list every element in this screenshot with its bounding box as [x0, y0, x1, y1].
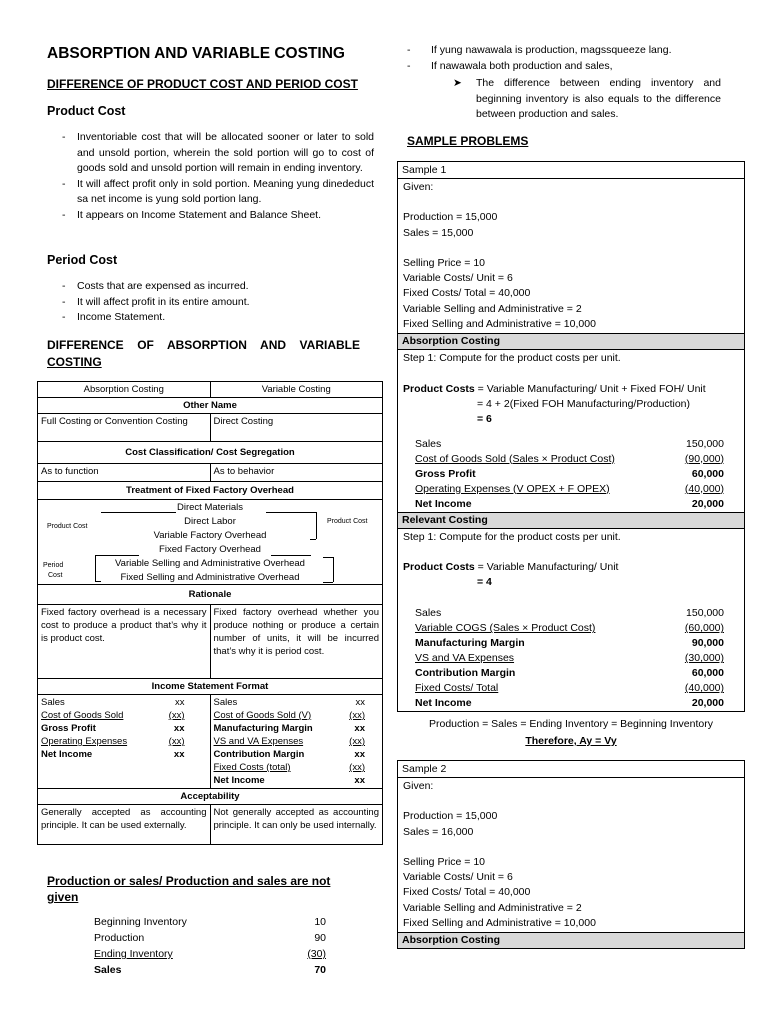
- row-label: Gross Profit: [415, 467, 476, 480]
- row-label: VS and VA Expenses: [213, 736, 304, 747]
- heading-given: given: [47, 890, 79, 904]
- row-value: 20,000: [691, 497, 724, 510]
- sample-1-box: [397, 161, 745, 712]
- relevant-product-costs: [403, 560, 739, 575]
- list-item: - If nawawala both production and sales,: [397, 59, 737, 75]
- period-cost-title: Period Cost: [47, 253, 118, 267]
- given-line: Fixed Selling and Administrative = 10,000: [403, 318, 596, 331]
- col-header-variable: Variable Costing: [210, 382, 383, 398]
- section-treatment: Treatment of Fixed Factory Overhead: [38, 482, 383, 500]
- statement-row: [415, 696, 724, 711]
- cell-accept-variable: Not generally accepted as accounting principle. It can only be used internally.: [210, 805, 383, 845]
- cell-is-variable: [210, 695, 383, 789]
- row-label: Operating Expenses: [41, 736, 128, 747]
- heading-production-sales: Production or sales/ Production and sales are not: [47, 874, 331, 888]
- row-label: Manufacturing Margin: [415, 637, 525, 650]
- cell-other-variable: Direct Costing: [210, 414, 383, 442]
- statement-row: [415, 437, 724, 452]
- product-costs-result: = 4: [477, 576, 492, 589]
- given-line: [403, 794, 739, 809]
- given-line: Sales = 16,000: [403, 825, 474, 838]
- row-label: Variable COGS (Sales × Product Cost): [415, 622, 596, 635]
- row-value: 10: [314, 916, 326, 928]
- bracket-line: [95, 581, 101, 582]
- sample-2-title: Sample 2: [398, 761, 744, 778]
- row-label: Contribution Margin: [213, 749, 305, 760]
- list-item: - Costs that are expensed as incurred.: [52, 279, 374, 295]
- list-item: - Inventoriable cost that will be allocated sooner or later to sold and unsold portion, wherein the sold portion will go to cost of goods sold and unsold portion will remain in ending inventory.: [52, 130, 374, 177]
- given-line: Fixed Costs/ Total = 40,000: [403, 886, 531, 899]
- row-value: 70: [314, 964, 326, 976]
- list-item: - It will affect profit in its entire amount.: [52, 295, 374, 311]
- statement-row: [415, 621, 724, 636]
- product-costs-formula-2: = 4 + 2(Fixed FOH Manufacturing/Production): [477, 397, 691, 410]
- row-label: Cost of Goods Sold (V): [213, 710, 312, 721]
- heading-sample-problems: SAMPLE PROBLEMS: [407, 134, 529, 148]
- period-cost-list: [52, 279, 374, 326]
- row-value: (30): [307, 948, 326, 960]
- cell-rationale-absorption: Fixed factory overhead is a necessary cost to produce a product that’s why it is product cost.: [38, 605, 211, 679]
- row-value: (xx): [349, 762, 365, 773]
- statement-row: [415, 681, 724, 696]
- product-costs-label: Product Costs: [403, 560, 475, 573]
- given-line: Selling Price = 10: [403, 855, 486, 868]
- row-label: Ending Inventory: [94, 948, 173, 960]
- row-value: 90: [314, 932, 326, 944]
- product-cost-title: Product Cost: [47, 104, 126, 118]
- sample-1-relevant-title: Relevant Costing: [398, 512, 744, 529]
- row-label: Net Income: [41, 749, 93, 760]
- row-label: Fixed Costs/ Total: [415, 682, 499, 695]
- sample-1-absorption-body: [398, 350, 744, 436]
- relevant-step: Step 1: Compute for the product costs per unit.: [403, 530, 621, 543]
- statement-row: [214, 774, 380, 787]
- bracket-line: [271, 555, 311, 556]
- formula-line: Production = Sales = Ending Inventory = Beginning Inventory: [429, 718, 713, 730]
- statement-row: [415, 651, 724, 666]
- statement-row: [41, 722, 207, 735]
- statement-row: [415, 467, 724, 482]
- statement-row: [415, 666, 724, 681]
- item-variable-selling-admin: Variable Selling and Administrative Overhead: [115, 558, 305, 569]
- bracket-line: [95, 555, 96, 581]
- row-value: (40,000): [684, 482, 724, 495]
- label-cost: Cost: [48, 572, 63, 579]
- row-value: (60,000): [684, 622, 724, 635]
- arrow-note: [453, 76, 721, 123]
- row-value: 20,000: [691, 697, 724, 710]
- sample-1-title: Sample 1: [398, 162, 744, 179]
- comparison-table: [37, 381, 383, 845]
- list-item: - It will affect profit only in sold portion. Meaning yung dinededuct sa net income is yung sold portion lang.: [52, 177, 374, 208]
- row-value: 60,000: [691, 467, 724, 480]
- sample-2-box: [397, 760, 745, 949]
- row-value: (90,000): [684, 452, 724, 465]
- section-other-name: Other Name: [38, 398, 383, 414]
- bracket-line: [333, 557, 334, 582]
- row-label: Fixed Costs (total): [213, 762, 291, 773]
- product-costs-formula: = Variable Manufacturing/ Unit: [474, 560, 619, 573]
- col-header-absorption: Absorption Costing: [38, 382, 211, 398]
- bracket-line: [310, 539, 316, 540]
- given-line: Production = 15,000: [403, 810, 498, 823]
- cell-accept-absorption: Generally accepted as accounting principle. It can be used externally.: [38, 805, 211, 845]
- row-value: 90,000: [691, 637, 724, 650]
- product-cost-list: [52, 130, 374, 223]
- product-costs-result: = 6: [477, 413, 492, 426]
- bracket-line: [266, 512, 316, 513]
- sample-2-absorption-title: Absorption Costing: [398, 932, 744, 948]
- heading-line: DIFFERENCE OF ABSORPTION AND VARIABLE: [47, 338, 360, 352]
- statement-row: [41, 735, 207, 748]
- given-line: Given:: [403, 181, 434, 193]
- row-value: (xx): [168, 710, 185, 721]
- statement-row: [415, 452, 724, 467]
- cell-rationale-variable: Fixed factory overhead whether you produce nothing or produce a certain number of units, it will be incurred that’s why it is period cost.: [210, 605, 383, 679]
- given-line: Fixed Selling and Administrative = 10,000: [403, 917, 596, 930]
- statement-row: [41, 748, 207, 761]
- given-line: Variable Costs/ Unit = 6: [403, 272, 513, 285]
- row-value: (xx): [168, 736, 185, 747]
- given-line: Fixed Costs/ Total = 40,000: [403, 287, 531, 300]
- row-label: Beginning Inventory: [94, 916, 187, 928]
- bracket-line: [316, 512, 317, 539]
- row-label: Net Income: [213, 775, 265, 786]
- given-line: Given:: [403, 780, 434, 792]
- heading-absorption-vs-variable: [47, 338, 360, 352]
- item-fixed-selling-admin: Fixed Selling and Administrative Overhead: [120, 572, 300, 583]
- row-label: Gross Profit: [41, 723, 96, 734]
- cell-class-absorption: As to function: [38, 464, 211, 482]
- given-line: Production = 15,000: [403, 211, 498, 224]
- statement-row: [41, 709, 207, 722]
- sample-1-relevant-body: [398, 529, 744, 607]
- arrow-note-text: The difference between ending inventory and beginning inventory is also equals to the difference between production and sales.: [476, 77, 721, 120]
- item-fixed-factory-overhead: Fixed Factory Overhead: [159, 544, 261, 555]
- statement-row: [214, 748, 380, 761]
- row-label: Cost of Goods Sold: [41, 710, 124, 721]
- heading-costing: COSTING: [47, 355, 102, 369]
- row-value: 150,000: [686, 437, 724, 450]
- label-product-cost-left: Product Cost: [47, 523, 88, 530]
- row-label: Cost of Goods Sold (Sales × Product Cost): [415, 452, 615, 465]
- row-label: Operating Expenses (V OPEX + F OPEX): [415, 482, 610, 495]
- statement-row: [214, 761, 380, 774]
- bracket-line: [323, 582, 333, 583]
- row-value: xx: [355, 697, 365, 708]
- given-line: [403, 241, 739, 256]
- section-income-statement: Income Statement Format: [38, 679, 383, 695]
- product-costs-formula: = Variable Manufacturing/ Unit + Fixed FOH/ Unit: [474, 382, 706, 395]
- arrow-bullet-icon: ➤: [453, 77, 462, 89]
- row-label: Sales: [213, 697, 238, 708]
- section-acceptability: Acceptability: [38, 789, 383, 805]
- absorption-product-costs: [403, 382, 739, 397]
- statement-row: [41, 696, 207, 709]
- row-label: Manufacturing Margin: [213, 723, 313, 734]
- row-value: xx: [175, 697, 185, 708]
- bracket-line: [101, 512, 176, 513]
- statement-row: [94, 914, 326, 930]
- statement-row: [415, 482, 724, 497]
- given-line: Selling Price = 10: [403, 256, 486, 269]
- given-line: Variable Selling and Administrative = 2: [403, 901, 582, 914]
- given-line: [403, 195, 739, 210]
- statement-row: [214, 696, 380, 709]
- given-line: Variable Costs/ Unit = 6: [403, 871, 513, 884]
- row-value: xx: [173, 749, 185, 760]
- absorption-step: Step 1: Compute for the product costs per unit.: [403, 352, 621, 365]
- list-item: - It appears on Income Statement and Balance Sheet.: [52, 208, 374, 224]
- item-direct-materials: Direct Materials: [177, 502, 243, 513]
- sample-1-given: [398, 179, 744, 333]
- list-item: - Income Statement.: [52, 310, 374, 326]
- row-label: Sales: [415, 607, 442, 620]
- row-value: xx: [354, 723, 365, 734]
- label-product-cost-right: Product Cost: [327, 518, 368, 525]
- row-value: 150,000: [686, 607, 724, 620]
- label-period: Period: [43, 562, 64, 569]
- statement-row: [214, 722, 380, 735]
- given-line: [403, 840, 739, 855]
- given-line: Variable Selling and Administrative = 2: [403, 302, 582, 315]
- section-cost-classification: Cost Classification/ Cost Segregation: [38, 442, 383, 464]
- heading-product-vs-period: DIFFERENCE OF PRODUCT COST AND PERIOD COST: [47, 77, 358, 91]
- document-title: ABSORPTION AND VARIABLE COSTING: [47, 45, 345, 62]
- row-value: (xx): [349, 710, 365, 721]
- statement-row: [94, 946, 326, 962]
- missing-value-notes: [397, 43, 737, 74]
- cell-class-variable: As to behavior: [210, 464, 383, 482]
- row-value: (xx): [349, 736, 365, 747]
- row-label: Net Income: [415, 697, 472, 710]
- statement-row: [415, 606, 724, 621]
- statement-row: [94, 962, 326, 978]
- row-label: Sales: [41, 697, 65, 708]
- cell-other-absorption: Full Costing or Convention Costing: [38, 414, 211, 442]
- row-value: xx: [173, 723, 185, 734]
- row-label: Sales: [94, 964, 122, 976]
- row-value: xx: [354, 749, 365, 760]
- item-direct-labor: Direct Labor: [184, 516, 236, 527]
- row-value: (30,000): [684, 652, 724, 665]
- sample-1-absorption-title: Absorption Costing: [398, 333, 744, 350]
- bracket-line: [323, 557, 333, 558]
- therefore-line: Therefore, Ay = Vy: [525, 735, 617, 747]
- list-item: - If yung nawawala is production, magssqueeze lang.: [397, 43, 737, 59]
- given-line: Sales = 15,000: [403, 226, 474, 239]
- statement-row: [415, 497, 724, 512]
- section-rationale: Rationale: [38, 585, 383, 605]
- inventory-computation: [94, 914, 326, 978]
- sample-2-given: [398, 778, 744, 932]
- row-label: Production: [94, 932, 145, 944]
- statement-row: [214, 709, 380, 722]
- bracket-line: [95, 555, 139, 556]
- absorption-income-statement: [398, 437, 744, 512]
- relevant-income-statement: [398, 606, 744, 711]
- product-costs-label: Product Costs: [403, 382, 475, 395]
- row-label: Sales: [415, 437, 442, 450]
- treatment-diagram: [38, 500, 383, 585]
- row-label: VS and VA Expenses: [415, 652, 515, 665]
- statement-row: [94, 930, 326, 946]
- row-label: Contribution Margin: [415, 667, 516, 680]
- cell-is-absorption: [38, 695, 211, 789]
- statement-row: [415, 636, 724, 651]
- item-variable-factory-overhead: Variable Factory Overhead: [153, 530, 267, 541]
- statement-row: [214, 735, 380, 748]
- row-value: (40,000): [684, 682, 724, 695]
- row-value: 60,000: [691, 667, 724, 680]
- row-value: xx: [354, 775, 365, 786]
- row-label: Net Income: [415, 497, 472, 510]
